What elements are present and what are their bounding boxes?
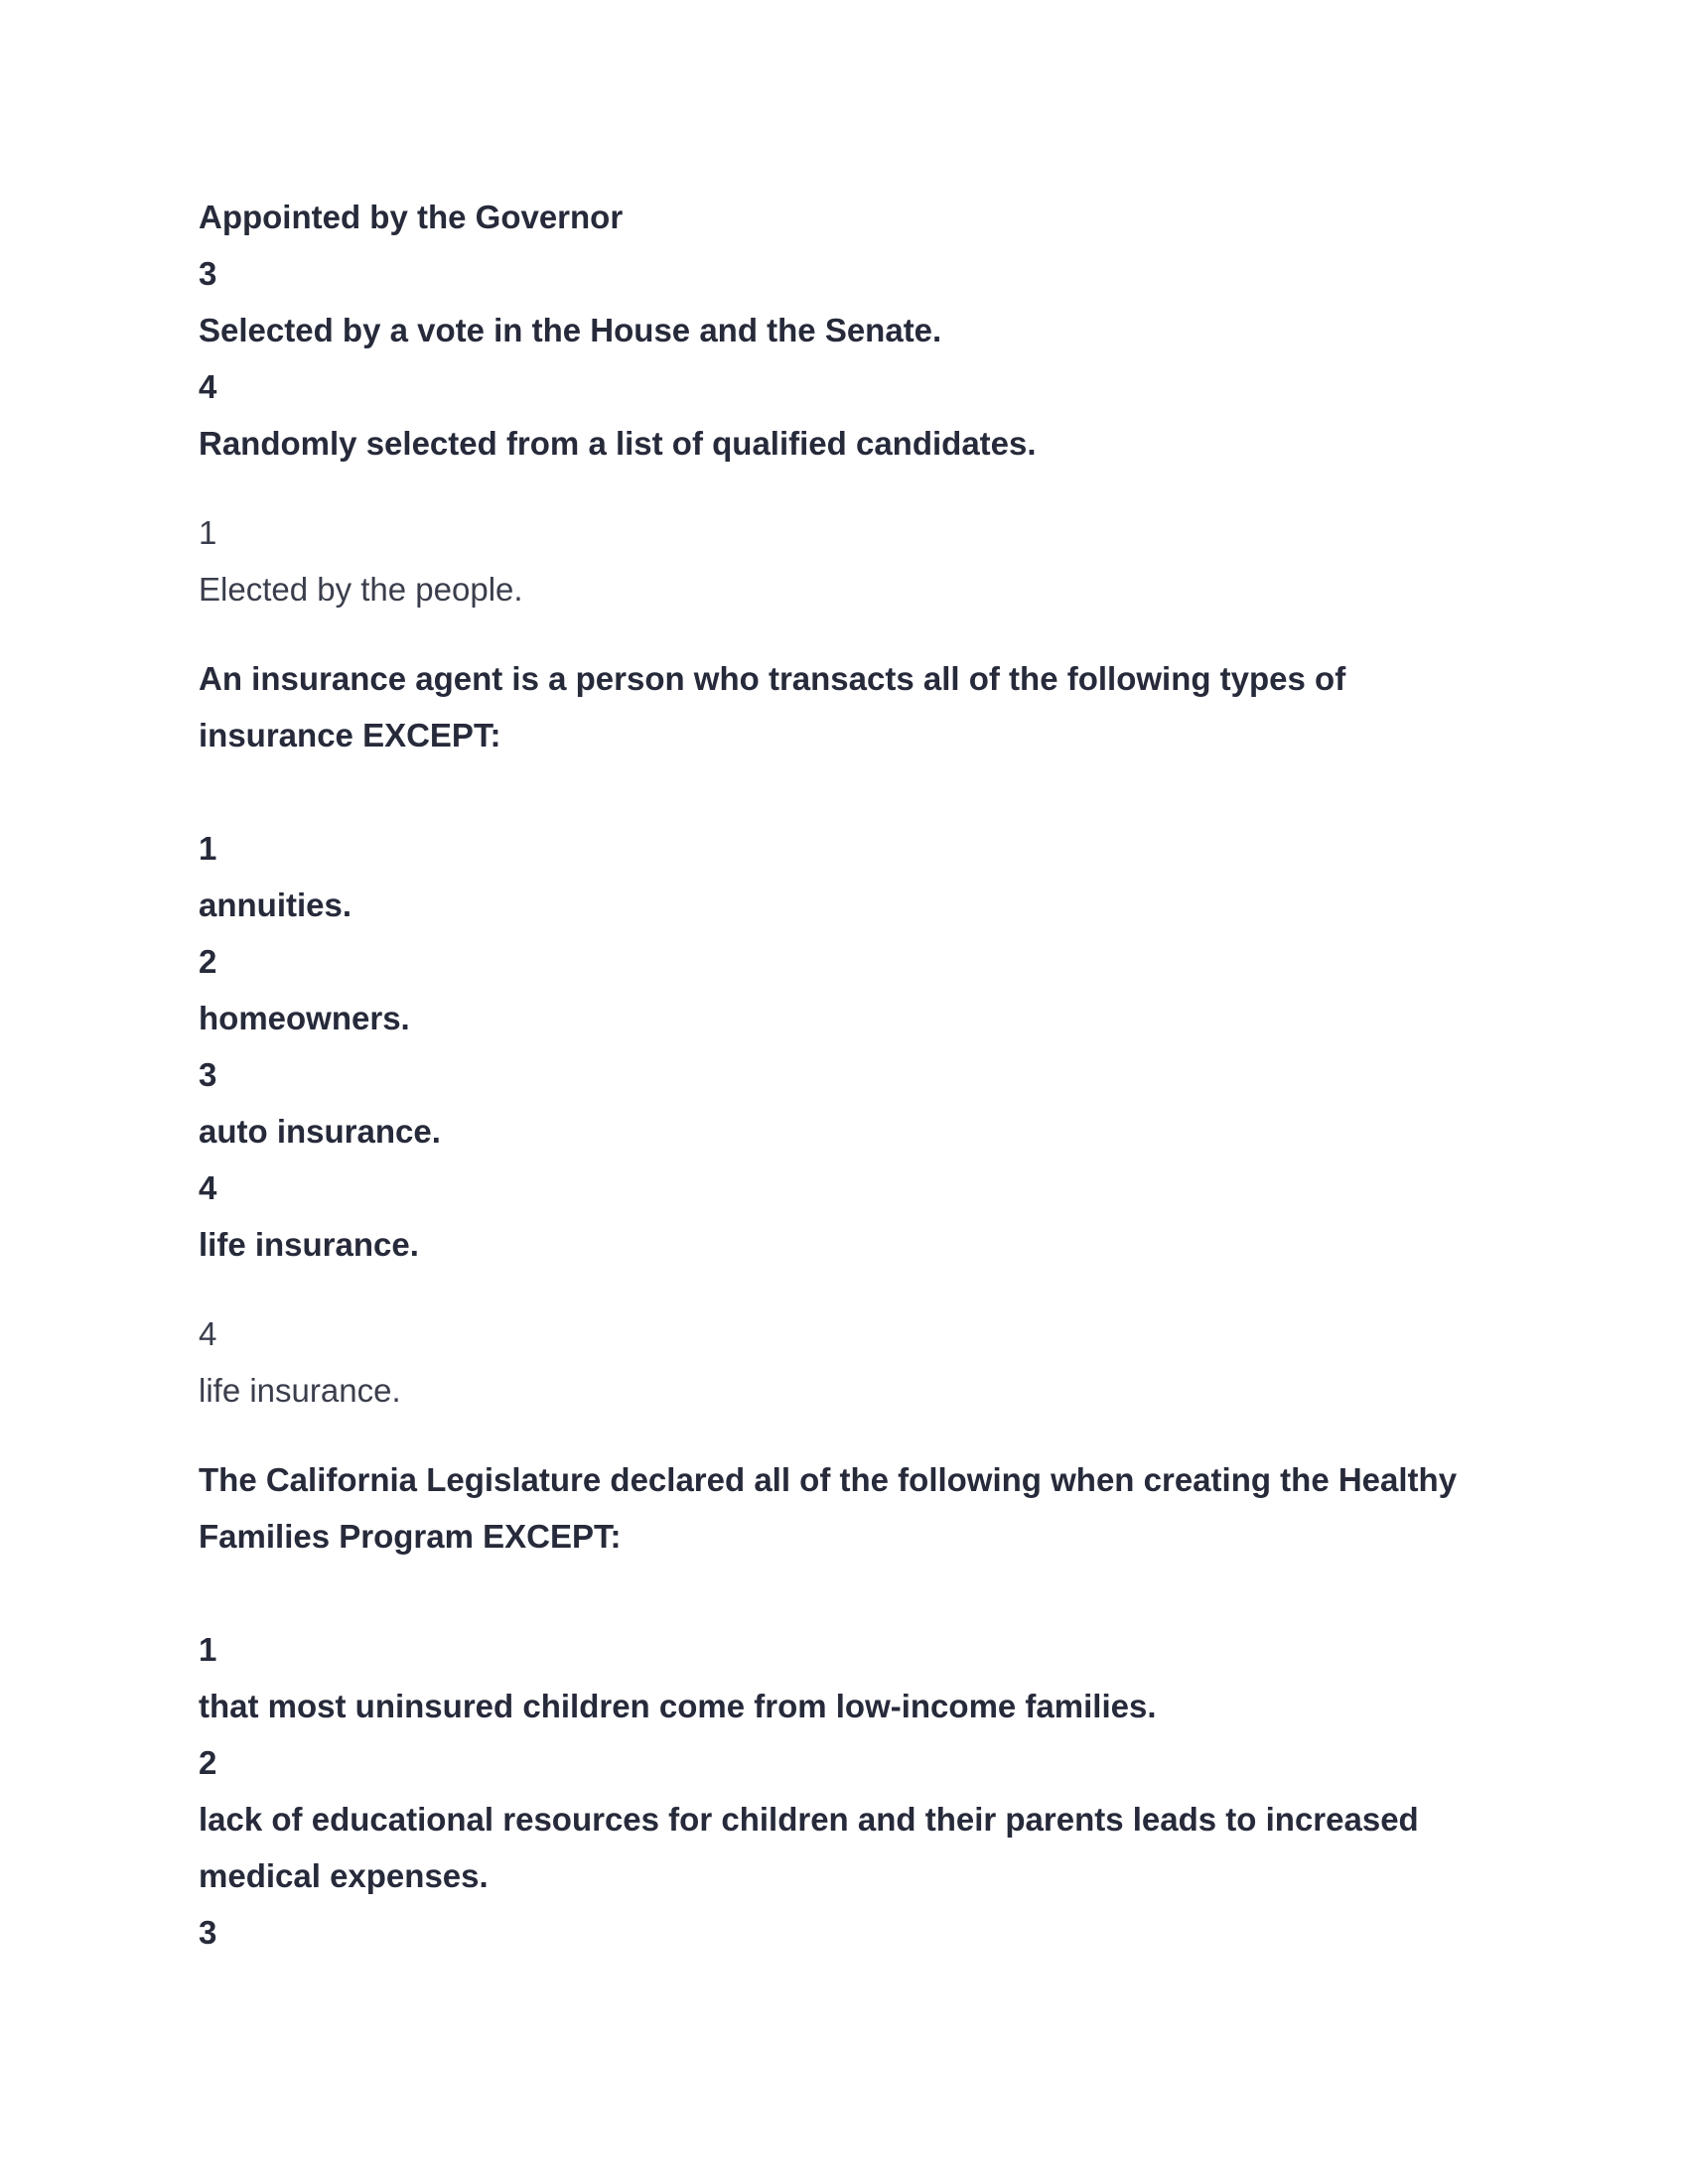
option-text: that most uninsured children come from low-income families. — [199, 1688, 1157, 1724]
answer-number: 1 — [199, 514, 217, 551]
option-number: 4 — [199, 368, 217, 405]
answer — [199, 1305, 1489, 1419]
option-number: 3 — [199, 255, 217, 292]
option-text: life insurance. — [199, 1226, 419, 1263]
option-text: Randomly selected from a list of qualified candidates. — [199, 425, 1037, 462]
option-number: 2 — [199, 1744, 217, 1781]
option-text: Selected by a vote in the House and the Senate. — [199, 312, 942, 348]
answer — [199, 504, 1489, 617]
option-text: auto insurance. — [199, 1113, 441, 1150]
option-text: Appointed by the Governor — [199, 199, 624, 235]
question-text: The California Legislature declared all of the following when creating the Healthy Families Program EXCEPT: — [199, 1461, 1458, 1555]
question-block-3 — [199, 1451, 1489, 1961]
option-number: 1 — [199, 1631, 217, 1668]
option-text: lack of educational resources for children and their parents leads to increased medical expenses. — [199, 1801, 1419, 1894]
option-number: 2 — [199, 943, 217, 980]
option-text: homeowners. — [199, 1000, 410, 1036]
option-text: annuities. — [199, 887, 352, 923]
option-number: 3 — [199, 1914, 217, 1951]
option-number: 1 — [199, 830, 217, 867]
document-page — [199, 189, 1489, 1961]
answer-text: life insurance. — [199, 1372, 401, 1409]
answer-text: Elected by the people. — [199, 571, 523, 608]
option-number: 3 — [199, 1056, 217, 1093]
question-text: An insurance agent is a person who transacts all of the following types of insurance EXCEPT: — [199, 660, 1346, 753]
answer-number: 4 — [199, 1315, 217, 1352]
question-block-1 — [199, 189, 1489, 617]
option-number: 4 — [199, 1169, 217, 1206]
question-block-2 — [199, 650, 1489, 1419]
